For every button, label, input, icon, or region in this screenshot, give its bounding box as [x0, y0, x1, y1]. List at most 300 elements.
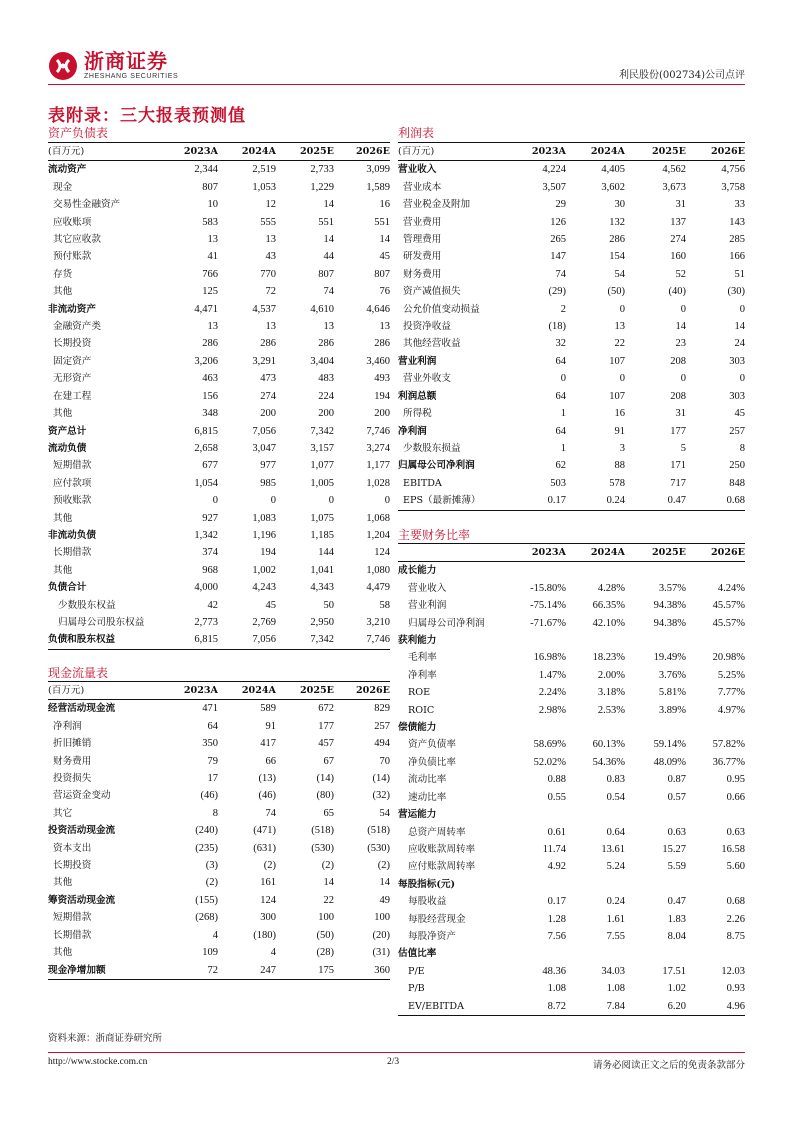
year-header: 2023A	[531, 547, 566, 558]
value-cell: (28)	[316, 947, 334, 959]
value-cell	[509, 876, 566, 893]
value-cell: 5.25%	[717, 669, 745, 681]
value-cell	[625, 806, 686, 823]
value-cell: (530)	[367, 842, 390, 854]
value-cell: 124	[260, 894, 276, 906]
table-row	[48, 370, 390, 387]
value-cell	[686, 806, 745, 823]
value-cell: 551	[374, 216, 390, 228]
value-cell: 1,041	[310, 564, 334, 576]
row-label: 归属母公司净利润	[408, 617, 485, 629]
unit-label: (百万元)	[48, 146, 85, 157]
value-cell: 74	[265, 807, 276, 819]
table-row	[398, 196, 745, 213]
table-row	[398, 841, 745, 858]
table-row	[398, 736, 745, 753]
value-cell: 3,157	[310, 442, 334, 454]
row-label: 非流动负债	[48, 529, 96, 541]
value-cell: 79	[207, 755, 218, 767]
value-cell: 1,083	[252, 512, 276, 524]
value-cell: 2,658	[194, 442, 218, 454]
value-cell: 12	[265, 199, 276, 211]
value-cell	[509, 632, 566, 649]
row-label: 长期投资	[53, 860, 92, 872]
year-header: 2023A	[183, 685, 218, 696]
value-cell: 1,075	[310, 512, 334, 524]
row-label: 流动负债	[48, 442, 87, 454]
value-cell: 807	[374, 268, 390, 280]
value-cell: 2.53%	[597, 704, 625, 716]
value-cell: 7,746	[366, 425, 390, 437]
value-cell: 4,562	[662, 164, 686, 176]
table-row	[48, 909, 390, 926]
value-cell: 208	[670, 390, 686, 402]
value-cell: 160	[670, 251, 686, 263]
table-row	[48, 475, 390, 492]
value-cell: 13	[207, 321, 218, 333]
value-cell: (18)	[548, 321, 566, 333]
table-row	[48, 805, 390, 822]
value-cell: 286	[609, 234, 625, 246]
value-cell: 60.13%	[592, 739, 625, 751]
value-cell: 7,342	[310, 634, 334, 646]
value-cell: (180)	[253, 929, 276, 941]
value-cell	[566, 719, 625, 736]
row-label: 营业外收支	[403, 373, 451, 385]
table-row	[398, 998, 745, 1016]
value-cell: 1.08	[606, 983, 625, 995]
table-row	[398, 597, 745, 614]
table-row	[48, 579, 390, 596]
row-label: 净利润	[398, 425, 427, 437]
value-cell: 2,733	[310, 164, 334, 176]
page-number: 2/3	[387, 1057, 400, 1067]
value-cell: 54	[379, 807, 390, 819]
row-label: 每股净资产	[408, 930, 456, 942]
table-row	[398, 858, 745, 875]
table-row	[398, 457, 745, 474]
row-label: 营业收入	[408, 582, 447, 594]
value-cell: 54.36%	[592, 756, 625, 768]
table-row	[398, 806, 745, 823]
year-header: 2023A	[531, 146, 566, 157]
value-cell: 125	[202, 286, 218, 298]
value-cell: 4,646	[366, 303, 390, 315]
value-cell	[509, 806, 566, 823]
value-cell: 14	[379, 877, 390, 889]
value-cell: 12.03	[721, 965, 745, 977]
table-row	[398, 353, 745, 370]
row-label: 其他	[53, 408, 73, 420]
value-cell: (240)	[195, 825, 218, 837]
table-row	[398, 248, 745, 265]
row-label: 估值比率	[398, 948, 437, 960]
value-cell: 766	[202, 268, 218, 280]
table-row	[48, 301, 390, 318]
value-cell: 493	[374, 373, 390, 385]
table-row	[398, 214, 745, 231]
value-cell: 45.57%	[712, 600, 745, 612]
table-row	[48, 335, 390, 352]
value-cell: 848	[729, 477, 745, 489]
document-reference: 利民股份(002734)公司点评	[619, 70, 745, 81]
value-cell: 0	[680, 373, 686, 385]
value-cell: 13	[265, 321, 276, 333]
value-cell: 70	[379, 755, 390, 767]
value-cell: 16	[379, 199, 390, 211]
value-cell: 1,054	[194, 477, 218, 489]
value-cell: 2.26	[726, 913, 745, 925]
row-label: 财务费用	[403, 268, 442, 280]
value-cell: 161	[260, 877, 276, 889]
footer-divider	[48, 1052, 745, 1053]
value-cell: 100	[374, 912, 390, 924]
value-cell: 14	[675, 321, 686, 333]
table-row	[48, 544, 390, 561]
value-cell: (80)	[316, 790, 334, 802]
table-row	[48, 510, 390, 527]
value-cell: (530)	[311, 842, 334, 854]
value-cell: 4	[212, 929, 218, 941]
value-cell: 717	[670, 477, 686, 489]
table-row	[48, 353, 390, 370]
value-cell: 94.38%	[653, 600, 686, 612]
row-label: 研发费用	[403, 251, 442, 263]
value-cell: 144	[318, 547, 334, 559]
value-cell: 14	[323, 234, 334, 246]
value-cell: 374	[202, 547, 218, 559]
value-cell: 0.61	[547, 826, 566, 838]
value-cell: 1,002	[252, 564, 276, 576]
value-cell: 54	[614, 268, 625, 280]
logo-mark-icon	[48, 51, 78, 81]
value-cell: 257	[374, 720, 390, 732]
value-cell: 3	[619, 442, 625, 454]
table-row	[398, 179, 745, 196]
table-row	[398, 231, 745, 248]
value-cell: 64	[555, 390, 566, 402]
row-label: 总资产周转率	[408, 826, 466, 838]
value-cell: 5.59	[667, 861, 686, 873]
row-label: 营业税金及附加	[403, 199, 471, 211]
row-label: 每股收益	[408, 896, 447, 908]
value-cell: 5.24	[606, 861, 625, 873]
value-cell: 503	[550, 477, 566, 489]
value-cell: 286	[260, 338, 276, 350]
value-cell: 23	[675, 338, 686, 350]
row-label: 长期借款	[53, 547, 92, 559]
table-row	[48, 962, 390, 980]
value-cell: 770	[260, 268, 276, 280]
value-cell: 0.68	[726, 495, 745, 507]
value-cell: 107	[609, 355, 625, 367]
value-cell: 58	[379, 599, 390, 611]
value-cell: -15.80%	[530, 582, 566, 594]
value-cell: 4,243	[252, 582, 276, 594]
value-cell: 16.98%	[533, 652, 566, 664]
table-row	[48, 388, 390, 405]
value-cell: 286	[202, 338, 218, 350]
value-cell: 968	[202, 564, 218, 576]
value-cell: 22	[614, 338, 625, 350]
value-cell: (518)	[311, 825, 334, 837]
row-label: 投资净收益	[403, 321, 451, 333]
value-cell: 4.24%	[717, 582, 745, 594]
row-label: 流动资产	[48, 164, 87, 176]
value-cell: (32)	[372, 790, 390, 802]
value-cell: 44	[323, 251, 334, 263]
table-row	[48, 787, 390, 804]
row-label: 利润总额	[398, 390, 437, 402]
row-label: 其他	[53, 512, 73, 524]
row-label: 预收账款	[53, 495, 92, 507]
table-row	[398, 318, 745, 335]
value-cell: 3,210	[366, 616, 390, 628]
value-cell	[566, 876, 625, 893]
table-row	[398, 475, 745, 492]
row-label: 经营活动现金流	[48, 703, 116, 715]
table-row	[398, 702, 745, 719]
table-row	[48, 822, 390, 839]
value-cell: 3,404	[310, 355, 334, 367]
value-cell: 166	[729, 251, 745, 263]
value-cell: 94.38%	[653, 617, 686, 629]
value-cell: 64	[555, 355, 566, 367]
ratios-table	[398, 543, 745, 1016]
value-cell: 0.54	[606, 791, 625, 803]
value-cell: 0.17	[547, 495, 566, 507]
value-cell: (20)	[372, 929, 390, 941]
value-cell: 52.02%	[533, 756, 566, 768]
value-cell: 0.95	[726, 774, 745, 786]
value-cell: 8.72	[547, 1000, 566, 1012]
value-cell: 14	[734, 321, 745, 333]
row-label: 每股指标(元)	[398, 878, 456, 890]
table-row	[398, 963, 745, 980]
row-label: P/E	[408, 965, 425, 977]
table-row	[48, 492, 390, 509]
cash-flow-title: 现金流量表	[48, 666, 109, 680]
value-cell: 45.57%	[712, 617, 745, 629]
row-label: 长期投资	[53, 338, 92, 350]
row-label: 交易性金融资产	[53, 199, 121, 211]
value-cell: 31	[675, 199, 686, 211]
value-cell: 76	[379, 286, 390, 298]
value-cell: 360	[374, 964, 390, 976]
value-cell: 807	[202, 181, 218, 193]
row-label: 每股经营现金	[408, 913, 466, 925]
row-label: 毛利率	[408, 652, 437, 664]
value-cell: 3,047	[252, 442, 276, 454]
table-row	[398, 754, 745, 771]
value-cell: 0	[560, 373, 566, 385]
value-cell: 175	[318, 964, 334, 976]
value-cell: 0.87	[667, 774, 686, 786]
year-header: 2025E	[651, 547, 686, 558]
value-cell: (14)	[372, 773, 390, 785]
value-cell: 927	[202, 512, 218, 524]
table-row	[48, 231, 390, 248]
row-label: 资产总计	[48, 425, 87, 437]
table-row	[398, 928, 745, 945]
row-label: 净利润	[53, 720, 82, 732]
value-cell: 0.93	[726, 983, 745, 995]
row-label: 应付款项	[53, 477, 92, 489]
table-row	[398, 388, 745, 405]
value-cell	[686, 945, 745, 962]
table-header-row	[48, 143, 390, 161]
row-label: 净负债比率	[408, 756, 456, 768]
value-cell: 7,746	[366, 634, 390, 646]
table-row	[398, 370, 745, 387]
value-cell: 2,773	[194, 616, 218, 628]
value-cell: 0.24	[606, 495, 625, 507]
value-cell: 42	[207, 599, 218, 611]
value-cell: 1,185	[310, 529, 334, 541]
value-cell: 578	[609, 477, 625, 489]
row-label: 营业收入	[398, 164, 437, 176]
value-cell: 2	[560, 303, 566, 315]
value-cell: 6,815	[194, 634, 218, 646]
row-label: 无形资产	[53, 373, 92, 385]
value-cell: 0	[739, 373, 745, 385]
value-cell: 3,274	[366, 442, 390, 454]
value-cell: (2)	[263, 860, 276, 872]
value-cell	[566, 562, 625, 580]
table-row	[398, 161, 745, 179]
value-cell: 286	[318, 338, 334, 350]
value-cell: 1.02	[667, 983, 686, 995]
value-cell: (3)	[205, 860, 218, 872]
ratios-title: 主要财务比率	[398, 528, 471, 542]
value-cell: 100	[318, 912, 334, 924]
row-label: 其他	[53, 877, 73, 889]
value-cell: -75.14%	[530, 600, 566, 612]
year-header: 2024A	[590, 146, 625, 157]
value-cell: 0	[739, 303, 745, 315]
row-label: 应收账项	[53, 216, 92, 228]
value-cell	[509, 719, 566, 736]
year-header: 2024A	[241, 146, 276, 157]
value-cell: 0.57	[667, 791, 686, 803]
table-row	[398, 301, 745, 318]
source-note: 资料来源：浙商证券研究所	[48, 1033, 163, 1044]
table-row	[398, 423, 745, 440]
table-header-row	[398, 544, 745, 562]
table-row	[398, 266, 745, 283]
value-cell: 4.96	[726, 1000, 745, 1012]
value-cell: 49	[379, 894, 390, 906]
value-cell: 74	[323, 286, 334, 298]
value-cell: 91	[614, 425, 625, 437]
table-row	[398, 824, 745, 841]
value-cell: (29)	[548, 286, 566, 298]
value-cell: 43	[265, 251, 276, 263]
value-cell: 1.83	[667, 913, 686, 925]
value-cell: 57.82%	[712, 739, 745, 751]
row-label: 资本支出	[53, 842, 92, 854]
value-cell: 4,479	[366, 582, 390, 594]
row-label: 偿债能力	[398, 722, 437, 734]
value-cell: 3,602	[601, 181, 625, 193]
value-cell: 7,056	[252, 425, 276, 437]
value-cell	[686, 876, 745, 893]
value-cell: 13	[207, 234, 218, 246]
table-row	[48, 214, 390, 231]
table-row	[48, 927, 390, 944]
year-header: 2025E	[651, 146, 686, 157]
value-cell: 3.18%	[597, 687, 625, 699]
value-cell: 4,000	[194, 582, 218, 594]
table-row	[48, 753, 390, 770]
value-cell: 14	[379, 234, 390, 246]
row-label: 投资损失	[53, 773, 92, 785]
table-row	[48, 944, 390, 961]
row-label: 现金	[53, 181, 73, 193]
value-cell: (268)	[195, 912, 218, 924]
value-cell: 3,291	[252, 355, 276, 367]
value-cell: 45	[734, 408, 745, 420]
footer-url-link[interactable]: http://www.stocke.com.cn	[48, 1057, 148, 1067]
row-label: 负债和股东权益	[48, 634, 116, 646]
value-cell: (2)	[205, 877, 218, 889]
row-label: 投资活动现金流	[48, 825, 116, 837]
value-cell	[566, 806, 625, 823]
value-cell: (31)	[372, 947, 390, 959]
value-cell: 20.98%	[712, 652, 745, 664]
value-cell: 5	[680, 442, 686, 454]
row-label: ROIC	[408, 704, 435, 716]
row-label: 营业成本	[403, 181, 442, 193]
disclaimer-note: 请务必阅读正文之后的免责条款部分	[592, 1060, 745, 1071]
value-cell: 41	[207, 251, 218, 263]
row-label: EV/EBITDA	[408, 1000, 465, 1012]
value-cell: 18.23%	[592, 652, 625, 664]
value-cell: 22	[323, 894, 334, 906]
row-label: 负债合计	[48, 582, 87, 594]
value-cell: 13	[379, 321, 390, 333]
value-cell: 1,005	[310, 477, 334, 489]
value-cell: 285	[729, 234, 745, 246]
table-row	[398, 440, 745, 457]
value-cell: 7.84	[606, 1000, 625, 1012]
value-cell: 807	[318, 268, 334, 280]
value-cell: 0.17	[547, 896, 566, 908]
value-cell	[625, 945, 686, 962]
value-cell: 24	[734, 338, 745, 350]
table-row	[48, 423, 390, 440]
row-label: 在建工程	[53, 390, 92, 402]
value-cell: 2.98%	[538, 704, 566, 716]
value-cell: 0	[619, 373, 625, 385]
row-label: 预付账款	[53, 251, 92, 263]
value-cell: 33	[734, 199, 745, 211]
year-header: 2025E	[299, 685, 334, 696]
year-header: 2023A	[183, 146, 218, 157]
row-label: 存货	[53, 268, 73, 280]
value-cell: (46)	[258, 790, 276, 802]
table-row	[398, 667, 745, 684]
value-cell: 1	[560, 408, 566, 420]
table-header-row	[398, 143, 745, 161]
value-cell: -71.67%	[530, 617, 566, 629]
table-row	[48, 718, 390, 735]
table-row	[48, 770, 390, 787]
row-label: 流动比率	[408, 774, 447, 786]
value-cell: 2,519	[252, 164, 276, 176]
value-cell: 13	[265, 234, 276, 246]
row-label: 获利能力	[398, 635, 437, 647]
